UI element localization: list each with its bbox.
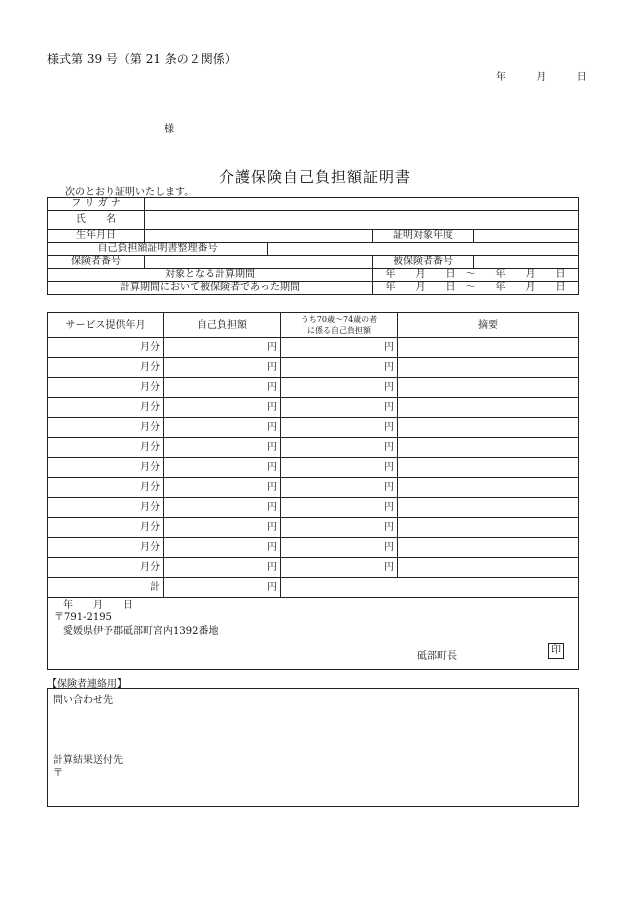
- insured-period-label: 計算期間において被保険者であった期間: [48, 282, 373, 295]
- contact-heading: 【保険者連絡用】: [47, 679, 127, 690]
- insured-period-field[interactable]: 年 月 日 ～ 年 月 日: [373, 282, 579, 295]
- col-month-header: サービス提供年月: [48, 313, 164, 338]
- table-row: [48, 358, 579, 378]
- cert-year-label: 証明対象年度: [373, 230, 474, 243]
- name-label: 氏 名: [48, 211, 145, 230]
- total-self[interactable]: 円: [164, 578, 281, 598]
- furigana-field[interactable]: [145, 198, 579, 211]
- self-amount-cell[interactable]: 円: [164, 378, 281, 398]
- document-title: 介護保険自己負担額証明書: [218, 168, 411, 186]
- inquiry-label: 問い合わせ先: [53, 695, 113, 706]
- month-cell[interactable]: 月分: [48, 438, 164, 458]
- cert-no-label: 自己負担額証明書整理番号: [48, 243, 268, 256]
- self-amount-cell[interactable]: 円: [164, 338, 281, 358]
- note-cell[interactable]: [398, 358, 579, 378]
- self-amount-cell[interactable]: 円: [164, 358, 281, 378]
- intro-text: 次のとおり証明いたします。: [65, 187, 195, 198]
- amount-70-cell[interactable]: 円: [281, 458, 398, 478]
- self-amount-cell[interactable]: 円: [164, 478, 281, 498]
- month-cell[interactable]: 月分: [48, 478, 164, 498]
- issue-year: 年: [496, 72, 506, 83]
- table-row: [48, 478, 579, 498]
- amount-70-cell[interactable]: 円: [281, 378, 398, 398]
- issue-month: 月: [536, 72, 547, 83]
- form-code: 様式第 39 号（第 21 条の２関係）: [47, 52, 237, 66]
- month-cell[interactable]: 月分: [48, 558, 164, 578]
- table-row: [48, 418, 579, 438]
- issuer-mayor: 砥部町長: [417, 651, 457, 662]
- amount-70-cell[interactable]: 円: [281, 498, 398, 518]
- recipient-suffix: 様: [164, 124, 174, 135]
- send-to-postal: 〒: [53, 768, 63, 779]
- month-cell[interactable]: 月分: [48, 538, 164, 558]
- month-cell[interactable]: 月分: [48, 498, 164, 518]
- note-cell[interactable]: [398, 478, 579, 498]
- month-cell[interactable]: 月分: [48, 418, 164, 438]
- amount-70-cell[interactable]: 円: [281, 418, 398, 438]
- total-label: 計: [48, 578, 164, 598]
- furigana-label: フ リ ガ ナ: [48, 198, 145, 211]
- col-note-header: 摘要: [398, 313, 579, 338]
- month-cell[interactable]: 月分: [48, 338, 164, 358]
- issuer-date: 年 月 日: [63, 600, 133, 611]
- note-cell[interactable]: [398, 558, 579, 578]
- table-row: [48, 338, 579, 358]
- month-cell[interactable]: 月分: [48, 358, 164, 378]
- table-row: [48, 378, 579, 398]
- col-70-header-line2: に係る自己負担額: [307, 326, 371, 335]
- self-amount-cell[interactable]: 円: [164, 558, 281, 578]
- insurer-no-label: 保険者番号: [48, 256, 145, 269]
- self-amount-cell[interactable]: 円: [164, 538, 281, 558]
- issuer-address: 愛媛県伊予郡砥部町宮内1392番地: [63, 626, 219, 637]
- table-row: [48, 538, 579, 558]
- note-cell[interactable]: [398, 458, 579, 478]
- birth-label: 生年月日: [48, 230, 145, 243]
- self-amount-cell[interactable]: 円: [164, 498, 281, 518]
- note-cell[interactable]: [398, 338, 579, 358]
- amount-table: [47, 312, 579, 598]
- month-cell[interactable]: 月分: [48, 378, 164, 398]
- amount-70-cell[interactable]: 円: [281, 558, 398, 578]
- amount-70-cell[interactable]: 円: [281, 358, 398, 378]
- issuer-postal: 〒791-2195: [54, 612, 112, 623]
- cert-year-field[interactable]: [474, 230, 579, 243]
- note-cell[interactable]: [398, 378, 579, 398]
- amount-70-cell[interactable]: 円: [281, 438, 398, 458]
- info-table: [47, 197, 579, 295]
- amount-70-cell[interactable]: 円: [281, 478, 398, 498]
- insured-no-label: 被保険者番号: [373, 256, 474, 269]
- note-cell[interactable]: [398, 398, 579, 418]
- table-row: [48, 518, 579, 538]
- note-cell[interactable]: [398, 538, 579, 558]
- col-70-header-line1: うち70歳～74歳の者: [300, 315, 378, 324]
- table-row: [48, 558, 579, 578]
- contact-box: [47, 688, 579, 807]
- name-field[interactable]: [145, 211, 579, 230]
- table-row: [48, 458, 579, 478]
- note-cell[interactable]: [398, 498, 579, 518]
- col-self-header: 自己負担額: [164, 313, 281, 338]
- insured-no-field[interactable]: [474, 256, 579, 269]
- note-cell[interactable]: [398, 418, 579, 438]
- table-row: [48, 498, 579, 518]
- amount-70-cell[interactable]: 円: [281, 338, 398, 358]
- month-cell[interactable]: 月分: [48, 518, 164, 538]
- month-cell[interactable]: 月分: [48, 398, 164, 418]
- period-field[interactable]: 年 月 日 ～ 年 月 日: [373, 269, 579, 282]
- note-cell[interactable]: [398, 438, 579, 458]
- month-cell[interactable]: 月分: [48, 458, 164, 478]
- note-cell[interactable]: [398, 518, 579, 538]
- self-amount-cell[interactable]: 円: [164, 518, 281, 538]
- cert-no-field[interactable]: [268, 243, 579, 256]
- amount-70-cell[interactable]: 円: [281, 518, 398, 538]
- self-amount-cell[interactable]: 円: [164, 418, 281, 438]
- issue-date: [496, 68, 587, 83]
- table-row: [48, 438, 579, 458]
- amount-70-cell[interactable]: 円: [281, 398, 398, 418]
- birth-field[interactable]: [145, 230, 373, 243]
- table-row: [48, 398, 579, 418]
- send-to-label: 計算結果送付先: [53, 755, 123, 766]
- period-label: 対象となる計算期間: [48, 269, 373, 282]
- issue-day: 日: [576, 72, 587, 83]
- col-70-header: [281, 313, 398, 338]
- self-amount-cell[interactable]: 円: [164, 398, 281, 418]
- seal-mark: 印: [548, 643, 564, 659]
- self-amount-cell[interactable]: 円: [164, 438, 281, 458]
- self-amount-cell[interactable]: 円: [164, 458, 281, 478]
- amount-70-cell[interactable]: 円: [281, 538, 398, 558]
- insurer-no-field[interactable]: [145, 256, 373, 269]
